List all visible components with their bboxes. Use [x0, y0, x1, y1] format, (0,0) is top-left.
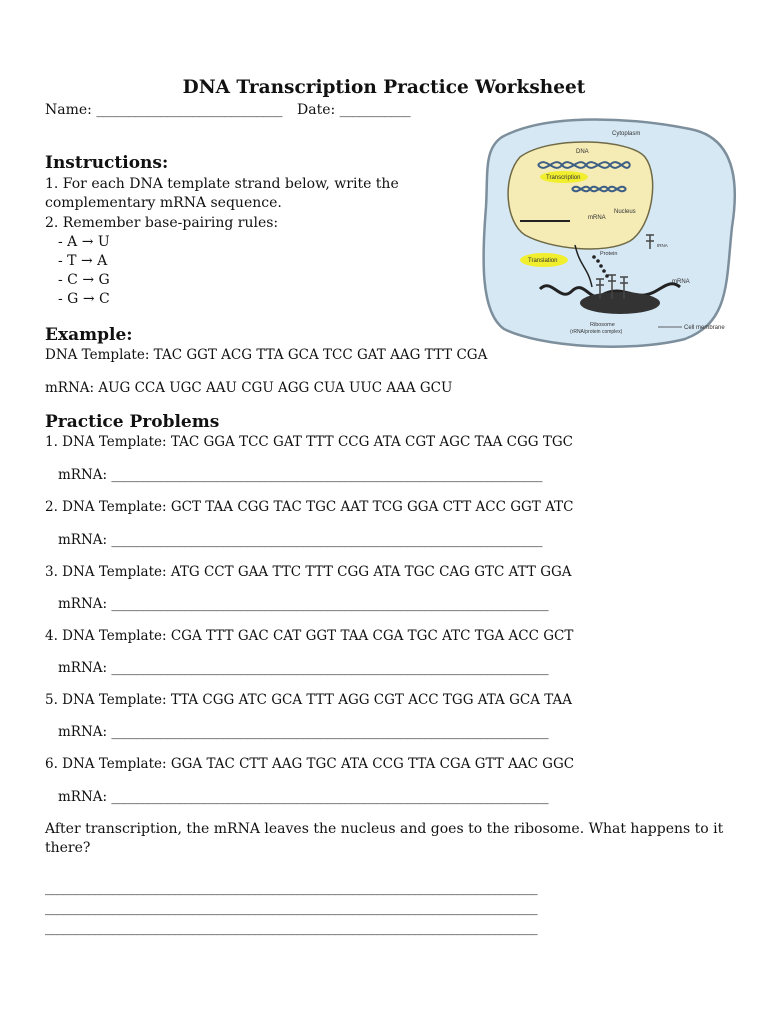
date-blank[interactable]: ___________ [339, 102, 411, 118]
instruction-step1-line1: 1. For each DNA template strand below, write the [45, 176, 399, 192]
name-row [45, 102, 282, 118]
instruction-step1-line2: complementary mRNA sequence. [45, 195, 282, 211]
problem-1-answer [58, 467, 542, 483]
practice-heading: Practice Problems [45, 412, 220, 432]
name-label: Name: [45, 102, 92, 118]
answer-blank[interactable]: _______________________________________________________________________ [111, 789, 549, 805]
label-ribosome: Ribosome [590, 322, 615, 328]
worksheet-title: DNA Transcription Practice Worksheet [182, 77, 586, 98]
answer-line-1[interactable]: ________________________________________________________________________________ [45, 880, 538, 896]
example-dna: DNA Template: TAC GGT ACG TTA GCA TCC GAT AAG TTT CGA [45, 347, 488, 363]
mrna-label: mRNA: [58, 467, 108, 483]
answer-blank[interactable]: _______________________________________________________________________ [111, 660, 549, 676]
example-mrna: mRNA: AUG CCA UGC AAU CGU AGG CUA UUC AAA GCU [45, 380, 453, 396]
problem-6-answer [58, 789, 548, 805]
rule-g-c: - G → C [58, 291, 110, 307]
instructions-heading: Instructions: [45, 153, 169, 173]
rule-t-a: - T → A [58, 253, 108, 269]
question-line-1: After transcription, the mRNA leaves the nucleus and goes to the ribosome. What happens to it [45, 821, 724, 837]
answer-line-3[interactable]: ________________________________________________________________________________ [45, 920, 538, 936]
problem-4-dna: 4. DNA Template: CGA TTT GAC CAT GGT TAA CGA TGC ATC TGA ACC GCT [45, 628, 574, 644]
question-line-2: there? [45, 840, 91, 856]
problem-2-answer [58, 532, 542, 548]
problem-3-answer [58, 596, 548, 612]
label-cell-membrane: Cell membrane [684, 325, 725, 331]
mrna-label: mRNA: [58, 660, 108, 676]
rule-a-u: - A → U [58, 234, 110, 250]
mrna-label: mRNA: [58, 532, 108, 548]
label-transcription: Transcription [546, 175, 581, 181]
label-protein: Protein [600, 251, 618, 257]
label-dna: DNA [576, 149, 589, 155]
answer-blank[interactable]: ______________________________________________________________________ [111, 532, 542, 548]
rule-c-g: - C → G [58, 272, 110, 288]
example-heading: Example: [45, 325, 133, 345]
date-row [297, 102, 410, 118]
problem-5-answer [58, 724, 548, 740]
mrna-label: mRNA: [58, 789, 108, 805]
problem-3-dna: 3. DNA Template: ATG CCT GAA TTC TTT CGG ATA TGC CAG GTC ATT GGA [45, 564, 572, 580]
ribosome [580, 292, 660, 314]
problem-2-dna: 2. DNA Template: GCT TAA CGG TAC TGC AAT TCG GGA CTT ACC GGT ATC [45, 499, 574, 515]
label-mrna-outer: mRNA [672, 279, 690, 285]
label-translation: Translation [528, 258, 558, 264]
instruction-step2: 2. Remember base-pairing rules: [45, 215, 279, 231]
mrna-label: mRNA: [58, 596, 108, 612]
answer-blank[interactable]: _______________________________________________________________________ [111, 724, 549, 740]
nucleus [508, 142, 653, 249]
problem-1-dna: 1. DNA Template: TAC GGA TCC GAT TTT CCG ATA CGT AGC TAA CGG TGC [45, 434, 573, 450]
answer-blank[interactable]: ______________________________________________________________________ [111, 467, 542, 483]
problem-5-dna: 5. DNA Template: TTA CGG ATC GCA TTT AGG CGT ACC TGG ATA GCA TAA [45, 692, 573, 708]
label-ribosome-sub: (rRNA/protein complex) [570, 329, 623, 335]
label-mrna-inner: mRNA [588, 215, 606, 221]
problem-6-dna: 6. DNA Template: GGA TAC CTT AAG TGC ATA CCG TTA CGA GTT AAC GGC [45, 756, 575, 772]
date-label: Date: [297, 102, 336, 118]
cell-diagram [480, 117, 738, 349]
answer-line-2[interactable]: ________________________________________________________________________________ [45, 900, 538, 916]
name-blank[interactable]: _____________________________ [96, 102, 282, 118]
label-trna: tRNA [657, 243, 668, 248]
label-nucleus: Nucleus [614, 209, 636, 215]
mrna-label: mRNA: [58, 724, 108, 740]
label-cytoplasm: Cytoplasm [612, 131, 641, 137]
problem-4-answer [58, 660, 548, 676]
answer-blank[interactable]: _______________________________________________________________________ [111, 596, 549, 612]
